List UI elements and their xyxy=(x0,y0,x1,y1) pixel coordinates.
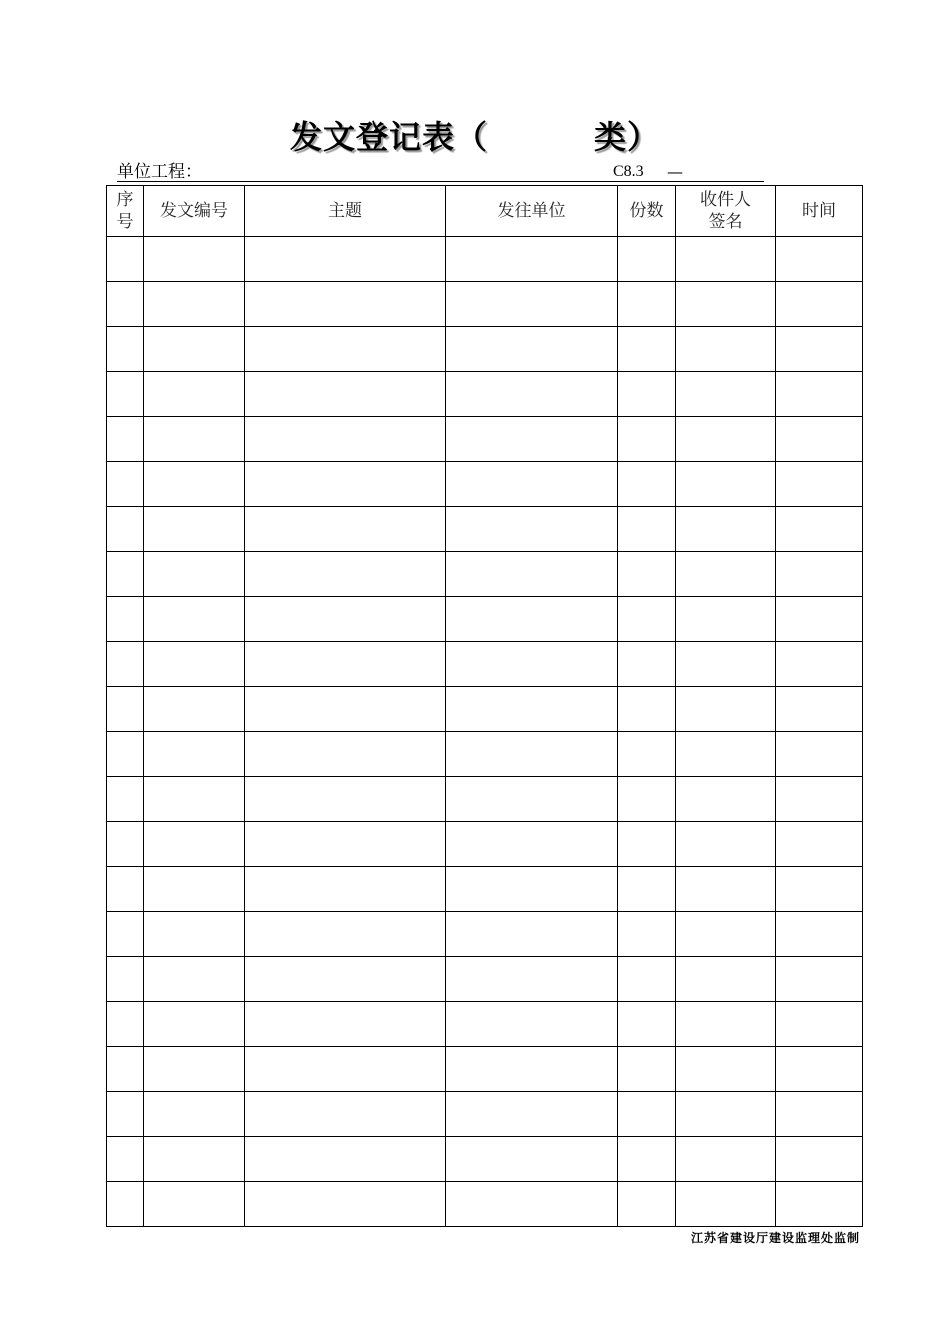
cell-time[interactable] xyxy=(776,507,863,552)
cell-doc-no[interactable] xyxy=(144,237,245,282)
table-row xyxy=(107,957,863,1002)
cell-time[interactable] xyxy=(776,417,863,462)
cell-doc-no[interactable] xyxy=(144,327,245,372)
cell-send-to[interactable] xyxy=(446,1092,618,1137)
cell-copies[interactable] xyxy=(618,237,676,282)
cell-doc-no[interactable] xyxy=(144,597,245,642)
cell-seq[interactable] xyxy=(107,462,144,507)
header-seq: 序 号 xyxy=(107,186,144,237)
header-doc-no: 发文编号 xyxy=(144,186,245,237)
cell-doc-no[interactable] xyxy=(144,417,245,462)
cell-recipient[interactable] xyxy=(676,867,776,912)
cell-seq[interactable] xyxy=(107,822,144,867)
cell-subject[interactable] xyxy=(245,957,446,1002)
table-row xyxy=(107,1182,863,1227)
cell-send-to[interactable] xyxy=(446,867,618,912)
form-code: C8.3 xyxy=(613,163,644,180)
cell-doc-no[interactable] xyxy=(144,282,245,327)
cell-recipient[interactable] xyxy=(676,1002,776,1047)
cell-time[interactable] xyxy=(776,372,863,417)
cell-recipient[interactable] xyxy=(676,237,776,282)
cell-send-to[interactable] xyxy=(446,282,618,327)
cell-recipient[interactable] xyxy=(676,372,776,417)
cell-recipient[interactable] xyxy=(676,1092,776,1137)
form-meta xyxy=(107,161,864,183)
cell-send-to[interactable] xyxy=(446,1002,618,1047)
cell-send-to[interactable] xyxy=(446,1137,618,1182)
header-subject: 主题 xyxy=(245,186,446,237)
unit-project-label: 单位工程： xyxy=(117,162,202,182)
cell-subject[interactable] xyxy=(245,552,446,597)
cell-seq[interactable] xyxy=(107,1182,144,1227)
cell-time[interactable] xyxy=(776,1002,863,1047)
cell-copies[interactable] xyxy=(618,1002,676,1047)
cell-copies[interactable] xyxy=(618,912,676,957)
cell-seq[interactable] xyxy=(107,642,144,687)
cell-doc-no[interactable] xyxy=(144,507,245,552)
cell-seq[interactable] xyxy=(107,777,144,822)
cell-copies[interactable] xyxy=(618,732,676,777)
cell-subject[interactable] xyxy=(245,372,446,417)
cell-subject[interactable] xyxy=(245,1002,446,1047)
title-suffix: 类） xyxy=(594,118,661,156)
cell-recipient[interactable] xyxy=(676,822,776,867)
cell-seq[interactable] xyxy=(107,597,144,642)
cell-seq[interactable] xyxy=(107,732,144,777)
cell-doc-no[interactable] xyxy=(144,642,245,687)
page-title xyxy=(0,112,950,158)
cell-time[interactable] xyxy=(776,597,863,642)
cell-recipient[interactable] xyxy=(676,282,776,327)
cell-subject[interactable] xyxy=(245,732,446,777)
cell-seq[interactable] xyxy=(107,507,144,552)
cell-send-to[interactable] xyxy=(446,507,618,552)
table-row xyxy=(107,237,863,282)
cell-recipient[interactable] xyxy=(676,687,776,732)
cell-time[interactable] xyxy=(776,957,863,1002)
cell-subject[interactable] xyxy=(245,822,446,867)
cell-recipient[interactable] xyxy=(676,957,776,1002)
table-row xyxy=(107,912,863,957)
cell-seq[interactable] xyxy=(107,1137,144,1182)
cell-doc-no[interactable] xyxy=(144,1092,245,1137)
cell-send-to[interactable] xyxy=(446,822,618,867)
table-row xyxy=(107,1047,863,1092)
cell-subject[interactable] xyxy=(245,1137,446,1182)
cell-send-to[interactable] xyxy=(446,372,618,417)
cell-seq[interactable] xyxy=(107,1047,144,1092)
table-row xyxy=(107,777,863,822)
cell-subject[interactable] xyxy=(245,237,446,282)
header-recipient: 收件人 签名 xyxy=(676,186,776,237)
cell-recipient[interactable] xyxy=(676,507,776,552)
cell-recipient[interactable] xyxy=(676,327,776,372)
cell-time[interactable] xyxy=(776,867,863,912)
cell-time[interactable] xyxy=(776,687,863,732)
cell-time[interactable] xyxy=(776,462,863,507)
cell-doc-no[interactable] xyxy=(144,1002,245,1047)
cell-send-to[interactable] xyxy=(446,777,618,822)
cell-subject[interactable] xyxy=(245,1182,446,1227)
cell-send-to[interactable] xyxy=(446,327,618,372)
cell-time[interactable] xyxy=(776,1182,863,1227)
cell-send-to[interactable] xyxy=(446,1182,618,1227)
cell-send-to[interactable] xyxy=(446,642,618,687)
table-row xyxy=(107,372,863,417)
cell-subject[interactable] xyxy=(245,282,446,327)
cell-subject[interactable] xyxy=(245,327,446,372)
cell-time[interactable] xyxy=(776,1092,863,1137)
cell-send-to[interactable] xyxy=(446,552,618,597)
cell-doc-no[interactable] xyxy=(144,957,245,1002)
cell-time[interactable] xyxy=(776,732,863,777)
cell-seq[interactable] xyxy=(107,417,144,462)
table-row xyxy=(107,417,863,462)
cell-copies[interactable] xyxy=(618,552,676,597)
cell-send-to[interactable] xyxy=(446,732,618,777)
cell-doc-no[interactable] xyxy=(144,867,245,912)
cell-doc-no[interactable] xyxy=(144,552,245,597)
table-row xyxy=(107,1137,863,1182)
cell-subject[interactable] xyxy=(245,507,446,552)
cell-subject[interactable] xyxy=(245,642,446,687)
cell-copies[interactable] xyxy=(618,507,676,552)
table-row xyxy=(107,1002,863,1047)
cell-seq[interactable] xyxy=(107,372,144,417)
cell-seq[interactable] xyxy=(107,687,144,732)
table-row xyxy=(107,282,863,327)
cell-copies[interactable] xyxy=(618,777,676,822)
cell-doc-no[interactable] xyxy=(144,732,245,777)
cell-doc-no[interactable] xyxy=(144,822,245,867)
cell-time[interactable] xyxy=(776,237,863,282)
cell-seq[interactable] xyxy=(107,327,144,372)
table-row xyxy=(107,327,863,372)
cell-seq[interactable] xyxy=(107,552,144,597)
cell-time[interactable] xyxy=(776,282,863,327)
cell-subject[interactable] xyxy=(245,1092,446,1137)
cell-doc-no[interactable] xyxy=(144,1182,245,1227)
table-header-row xyxy=(107,186,863,237)
cell-time[interactable] xyxy=(776,777,863,822)
cell-copies[interactable] xyxy=(618,1137,676,1182)
cell-time[interactable] xyxy=(776,642,863,687)
cell-recipient[interactable] xyxy=(676,552,776,597)
cell-subject[interactable] xyxy=(245,912,446,957)
cell-copies[interactable] xyxy=(618,462,676,507)
cell-subject[interactable] xyxy=(245,687,446,732)
cell-time[interactable] xyxy=(776,552,863,597)
cell-doc-no[interactable] xyxy=(144,372,245,417)
table-row xyxy=(107,867,863,912)
cell-recipient[interactable] xyxy=(676,777,776,822)
cell-seq[interactable] xyxy=(107,957,144,1002)
footer-issuer: 江苏省建设厅建设监理处监制 xyxy=(690,1231,860,1245)
cell-doc-no[interactable] xyxy=(144,1137,245,1182)
dispatch-register-table xyxy=(106,185,863,1227)
table-row xyxy=(107,552,863,597)
cell-copies[interactable] xyxy=(618,372,676,417)
cell-doc-no[interactable] xyxy=(144,1047,245,1092)
cell-send-to[interactable] xyxy=(446,237,618,282)
cell-time[interactable] xyxy=(776,822,863,867)
cell-subject[interactable] xyxy=(245,867,446,912)
cell-send-to[interactable] xyxy=(446,912,618,957)
cell-recipient[interactable] xyxy=(676,642,776,687)
cell-send-to[interactable] xyxy=(446,462,618,507)
cell-doc-no[interactable] xyxy=(144,912,245,957)
cell-seq[interactable] xyxy=(107,1002,144,1047)
cell-seq[interactable] xyxy=(107,912,144,957)
header-send-to: 发往单位 xyxy=(446,186,618,237)
cell-time[interactable] xyxy=(776,912,863,957)
cell-doc-no[interactable] xyxy=(144,687,245,732)
cell-copies[interactable] xyxy=(618,1182,676,1227)
cell-subject[interactable] xyxy=(245,462,446,507)
table-row xyxy=(107,822,863,867)
cell-copies[interactable] xyxy=(618,687,676,732)
cell-copies[interactable] xyxy=(618,282,676,327)
cell-copies[interactable] xyxy=(618,597,676,642)
table-row xyxy=(107,1092,863,1137)
cell-seq[interactable] xyxy=(107,867,144,912)
cell-seq[interactable] xyxy=(107,282,144,327)
cell-copies[interactable] xyxy=(618,1047,676,1092)
cell-copies[interactable] xyxy=(618,822,676,867)
cell-copies[interactable] xyxy=(618,867,676,912)
header-copies: 份数 xyxy=(618,186,676,237)
cell-recipient[interactable] xyxy=(676,1182,776,1227)
cell-doc-no[interactable] xyxy=(144,777,245,822)
cell-send-to[interactable] xyxy=(446,687,618,732)
cell-subject[interactable] xyxy=(245,417,446,462)
table-row xyxy=(107,687,863,732)
cell-doc-no[interactable] xyxy=(144,462,245,507)
cell-subject[interactable] xyxy=(245,1047,446,1092)
table-row xyxy=(107,597,863,642)
cell-seq[interactable] xyxy=(107,1092,144,1137)
cell-recipient[interactable] xyxy=(676,1047,776,1092)
cell-subject[interactable] xyxy=(245,777,446,822)
cell-send-to[interactable] xyxy=(446,1047,618,1092)
cell-recipient[interactable] xyxy=(676,1137,776,1182)
cell-copies[interactable] xyxy=(618,642,676,687)
table-row xyxy=(107,507,863,552)
cell-time[interactable] xyxy=(776,1137,863,1182)
cell-recipient[interactable] xyxy=(676,417,776,462)
cell-time[interactable] xyxy=(776,1047,863,1092)
cell-copies[interactable] xyxy=(618,957,676,1002)
cell-copies[interactable] xyxy=(618,417,676,462)
cell-time[interactable] xyxy=(776,327,863,372)
cell-recipient[interactable] xyxy=(676,912,776,957)
title-prefix: 发文登记表（ xyxy=(289,118,488,156)
form-code-dash: — xyxy=(667,162,683,181)
table-row xyxy=(107,642,863,687)
cell-subject[interactable] xyxy=(245,597,446,642)
cell-copies[interactable] xyxy=(618,327,676,372)
table-row xyxy=(107,732,863,777)
header-time: 时间 xyxy=(776,186,863,237)
cell-seq[interactable] xyxy=(107,237,144,282)
cell-recipient[interactable] xyxy=(676,462,776,507)
cell-send-to[interactable] xyxy=(446,597,618,642)
cell-send-to[interactable] xyxy=(446,417,618,462)
cell-copies[interactable] xyxy=(618,1092,676,1137)
cell-send-to[interactable] xyxy=(446,957,618,1002)
table-row xyxy=(107,462,863,507)
cell-recipient[interactable] xyxy=(676,597,776,642)
cell-recipient[interactable] xyxy=(676,732,776,777)
